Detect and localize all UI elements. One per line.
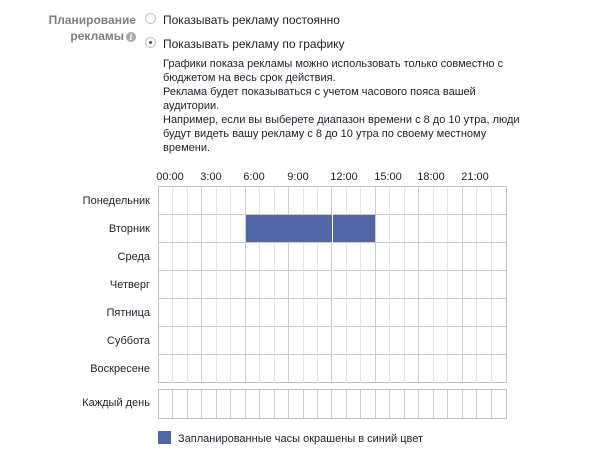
schedule-cell[interactable] <box>434 187 448 215</box>
schedule-cell[interactable] <box>304 187 318 215</box>
schedule-cell[interactable] <box>217 215 231 243</box>
radio-always-label[interactable]: Показывать рекламу постоянно <box>163 13 340 27</box>
schedule-cell[interactable] <box>217 187 231 215</box>
schedule-cell[interactable] <box>333 215 347 243</box>
schedule-cell[interactable] <box>289 355 303 383</box>
schedule-cell[interactable] <box>217 243 231 271</box>
schedule-cell[interactable] <box>318 243 332 271</box>
hour-label: 3:00 <box>200 171 222 183</box>
schedule-cell[interactable] <box>188 187 202 215</box>
schedule-cell[interactable] <box>246 215 260 243</box>
schedule-cell[interactable] <box>173 299 187 327</box>
schedule-cell[interactable] <box>448 355 462 383</box>
every-day-cell[interactable] <box>333 390 347 418</box>
hour-label: 12:00 <box>330 171 358 183</box>
schedule-cell[interactable] <box>477 327 491 355</box>
schedule-cell[interactable] <box>361 299 375 327</box>
schedule-cell[interactable] <box>304 271 318 299</box>
schedule-cell[interactable] <box>347 327 361 355</box>
hour-label: 18:00 <box>417 171 445 183</box>
legend-swatch <box>158 431 171 444</box>
schedule-cell[interactable] <box>434 299 448 327</box>
schedule-cell[interactable] <box>159 327 173 355</box>
schedule-cell[interactable] <box>448 243 462 271</box>
schedule-cell[interactable] <box>275 187 289 215</box>
hour-label: 6:00 <box>243 171 265 183</box>
schedule-cell[interactable] <box>188 355 202 383</box>
schedule-cell[interactable] <box>405 215 419 243</box>
schedule-cell[interactable] <box>173 243 187 271</box>
schedule-cell[interactable] <box>231 215 245 243</box>
schedule-cell[interactable] <box>376 355 390 383</box>
schedule-cell[interactable] <box>289 299 303 327</box>
schedule-cell[interactable] <box>246 271 260 299</box>
schedule-cell[interactable] <box>405 299 419 327</box>
schedule-cell[interactable] <box>463 327 477 355</box>
schedule-cell[interactable] <box>419 299 433 327</box>
schedule-cell[interactable] <box>492 327 506 355</box>
schedule-cell[interactable] <box>347 187 361 215</box>
schedule-cell[interactable] <box>202 187 216 215</box>
section-label-line1: Планирование <box>48 13 136 27</box>
section-label <box>20 12 136 44</box>
schedule-cell[interactable] <box>188 327 202 355</box>
schedule-cell[interactable] <box>390 243 404 271</box>
schedule-cell[interactable] <box>304 327 318 355</box>
radio-schedule-label[interactable]: Показывать рекламу по графику <box>163 37 345 51</box>
every-day-cell[interactable] <box>361 390 375 418</box>
schedule-cell[interactable] <box>419 243 433 271</box>
schedule-cell[interactable] <box>405 327 419 355</box>
schedule-cell[interactable] <box>376 243 390 271</box>
schedule-cell[interactable] <box>419 355 433 383</box>
schedule-cell[interactable] <box>202 215 216 243</box>
every-day-cell[interactable] <box>434 390 448 418</box>
schedule-cell[interactable] <box>477 355 491 383</box>
schedule-cell[interactable] <box>260 271 274 299</box>
schedule-cell[interactable] <box>434 215 448 243</box>
schedule-cell[interactable] <box>318 327 332 355</box>
schedule-cell[interactable] <box>173 327 187 355</box>
schedule-cell[interactable] <box>159 271 173 299</box>
info-icon[interactable]: i <box>126 32 136 42</box>
schedule-cell[interactable] <box>260 187 274 215</box>
schedule-cell[interactable] <box>419 271 433 299</box>
schedule-cell[interactable] <box>231 243 245 271</box>
schedule-cell[interactable] <box>318 215 332 243</box>
schedule-cell[interactable] <box>202 299 216 327</box>
every-day-cell[interactable] <box>405 390 419 418</box>
schedule-cell[interactable] <box>246 187 260 215</box>
schedule-cell[interactable] <box>231 271 245 299</box>
schedule-cell[interactable] <box>492 187 506 215</box>
schedule-cell[interactable] <box>260 215 274 243</box>
schedule-cell[interactable] <box>405 243 419 271</box>
schedule-cell[interactable] <box>361 243 375 271</box>
schedule-cell[interactable] <box>260 355 274 383</box>
schedule-cell[interactable] <box>376 271 390 299</box>
radio-always-button[interactable] <box>145 13 156 24</box>
schedule-cell[interactable] <box>376 215 390 243</box>
schedule-cell[interactable] <box>390 299 404 327</box>
schedule-cell[interactable] <box>188 299 202 327</box>
every-day-cell[interactable] <box>202 390 216 418</box>
schedule-cell[interactable] <box>434 243 448 271</box>
schedule-cell[interactable] <box>173 355 187 383</box>
schedule-cell[interactable] <box>347 271 361 299</box>
help-paragraph-2: Реклама будет показываться с учетом часового пояса вашей аудитории. <box>163 86 476 112</box>
schedule-cell[interactable] <box>231 327 245 355</box>
schedule-cell[interactable] <box>434 271 448 299</box>
legend-text: Запланированные часы окрашены в синий цвет <box>178 433 424 445</box>
schedule-cell[interactable] <box>231 187 245 215</box>
schedule-cell[interactable] <box>318 355 332 383</box>
schedule-cell[interactable] <box>376 299 390 327</box>
schedule-cell[interactable] <box>173 215 187 243</box>
section-label-line2: рекламы <box>70 29 124 43</box>
schedule-cell[interactable] <box>361 271 375 299</box>
hour-label: 15:00 <box>374 171 402 183</box>
schedule-cell[interactable] <box>289 215 303 243</box>
schedule-cell[interactable] <box>173 187 187 215</box>
schedule-cell[interactable] <box>419 215 433 243</box>
schedule-cell[interactable] <box>448 187 462 215</box>
every-day-cell[interactable] <box>376 390 390 418</box>
schedule-cell[interactable] <box>275 299 289 327</box>
schedule-cell[interactable] <box>217 271 231 299</box>
schedule-cell[interactable] <box>275 327 289 355</box>
schedule-cell[interactable] <box>246 355 260 383</box>
schedule-cell[interactable] <box>463 271 477 299</box>
schedule-cell[interactable] <box>390 327 404 355</box>
day-label: Понедельник <box>82 195 150 207</box>
every-day-cell[interactable] <box>289 390 303 418</box>
schedule-cell[interactable] <box>333 299 347 327</box>
schedule-cell[interactable] <box>217 327 231 355</box>
schedule-cell[interactable] <box>289 327 303 355</box>
schedule-cell[interactable] <box>361 187 375 215</box>
day-label: Воскресене <box>90 363 150 375</box>
schedule-cell[interactable] <box>318 187 332 215</box>
schedule-cell[interactable] <box>347 355 361 383</box>
schedule-cell[interactable] <box>390 215 404 243</box>
schedule-cell[interactable] <box>260 327 274 355</box>
help-paragraph-3: Например, если вы выберете диапазон времени с 8 до 10 утра, люди будут видеть вашу рекламу с 8 до 10 утра по своему местному времени. <box>163 114 520 154</box>
every-day-cell[interactable] <box>275 390 289 418</box>
schedule-cell[interactable] <box>333 355 347 383</box>
schedule-cell[interactable] <box>246 327 260 355</box>
schedule-cell[interactable] <box>492 271 506 299</box>
schedule-cell[interactable] <box>448 327 462 355</box>
schedule-cell[interactable] <box>347 215 361 243</box>
schedule-cell[interactable] <box>463 355 477 383</box>
schedule-cell[interactable] <box>390 355 404 383</box>
schedule-cell[interactable] <box>333 327 347 355</box>
schedule-cell[interactable] <box>492 299 506 327</box>
schedule-cell[interactable] <box>333 271 347 299</box>
schedule-cell[interactable] <box>159 187 173 215</box>
every-day-cell[interactable] <box>246 390 260 418</box>
schedule-cell[interactable] <box>361 355 375 383</box>
every-day-cell[interactable] <box>419 390 433 418</box>
schedule-cell[interactable] <box>492 243 506 271</box>
every-day-row[interactable] <box>158 389 507 419</box>
every-day-cell[interactable] <box>463 390 477 418</box>
schedule-cell[interactable] <box>260 243 274 271</box>
schedule-cell[interactable] <box>492 355 506 383</box>
schedule-cell[interactable] <box>275 355 289 383</box>
schedule-cell[interactable] <box>304 243 318 271</box>
schedule-cell[interactable] <box>361 327 375 355</box>
schedule-cell[interactable] <box>217 299 231 327</box>
schedule-cell[interactable] <box>275 243 289 271</box>
schedule-cell[interactable] <box>448 271 462 299</box>
schedule-cell[interactable] <box>463 187 477 215</box>
schedule-cell[interactable] <box>390 271 404 299</box>
day-label: Пятница <box>106 307 150 319</box>
every-day-cell[interactable] <box>477 390 491 418</box>
every-day-cell[interactable] <box>318 390 332 418</box>
hour-label: 21:00 <box>461 171 489 183</box>
schedule-cell[interactable] <box>202 327 216 355</box>
schedule-cell[interactable] <box>231 355 245 383</box>
radio-schedule-button[interactable] <box>145 37 156 48</box>
schedule-cell[interactable] <box>202 355 216 383</box>
schedule-cell[interactable] <box>347 299 361 327</box>
schedule-cell[interactable] <box>275 271 289 299</box>
schedule-cell[interactable] <box>188 243 202 271</box>
schedule-cell[interactable] <box>477 243 491 271</box>
schedule-cell[interactable] <box>333 187 347 215</box>
schedule-cell[interactable] <box>202 243 216 271</box>
schedule-cell[interactable] <box>419 187 433 215</box>
schedule-cell[interactable] <box>289 271 303 299</box>
schedule-cell[interactable] <box>246 299 260 327</box>
schedule-cell[interactable] <box>463 299 477 327</box>
schedule-cell[interactable] <box>289 187 303 215</box>
day-label: Вторник <box>108 223 150 235</box>
schedule-cell[interactable] <box>304 215 318 243</box>
schedule-cell[interactable] <box>463 243 477 271</box>
schedule-grid[interactable] <box>158 186 507 383</box>
schedule-cell[interactable] <box>376 187 390 215</box>
every-day-label: Каждый день <box>82 397 150 409</box>
schedule-cell[interactable] <box>318 299 332 327</box>
schedule-cell[interactable] <box>376 327 390 355</box>
schedule-cell[interactable] <box>448 299 462 327</box>
schedule-cell[interactable] <box>304 299 318 327</box>
schedule-cell[interactable] <box>477 187 491 215</box>
schedule-cell[interactable] <box>159 355 173 383</box>
schedule-cell[interactable] <box>361 215 375 243</box>
schedule-cell[interactable] <box>246 243 260 271</box>
every-day-cell[interactable] <box>260 390 274 418</box>
schedule-cell[interactable] <box>159 243 173 271</box>
schedule-cell[interactable] <box>390 187 404 215</box>
schedule-cell[interactable] <box>318 271 332 299</box>
schedule-cell[interactable] <box>405 271 419 299</box>
every-day-cell[interactable] <box>231 390 245 418</box>
schedule-cell[interactable] <box>492 215 506 243</box>
legend <box>158 431 423 445</box>
every-day-cell[interactable] <box>492 390 506 418</box>
schedule-cell[interactable] <box>260 299 274 327</box>
schedule-cell[interactable] <box>333 243 347 271</box>
schedule-cell[interactable] <box>289 243 303 271</box>
schedule-cell[interactable] <box>405 187 419 215</box>
schedule-cell[interactable] <box>477 271 491 299</box>
schedule-cell[interactable] <box>188 271 202 299</box>
schedule-cell[interactable] <box>159 299 173 327</box>
day-label: Суббота <box>106 335 150 347</box>
day-label: Среда <box>117 251 150 263</box>
schedule-cell[interactable] <box>347 243 361 271</box>
every-day-cell[interactable] <box>390 390 404 418</box>
schedule-cell[interactable] <box>188 215 202 243</box>
hour-label: 9:00 <box>287 171 309 183</box>
every-day-cell[interactable] <box>304 390 318 418</box>
hour-label: 00:00 <box>156 171 184 183</box>
every-day-cell[interactable] <box>173 390 187 418</box>
schedule-cell[interactable] <box>419 327 433 355</box>
schedule-cell[interactable] <box>434 327 448 355</box>
schedule-cell[interactable] <box>463 215 477 243</box>
day-label: Четверг <box>109 279 150 291</box>
schedule-cell[interactable] <box>159 215 173 243</box>
help-paragraph-1: Графики показа рекламы можно использовать только совместно с бюджетом на весь срок действия. <box>163 58 504 84</box>
schedule-cell[interactable] <box>477 299 491 327</box>
every-day-cell[interactable] <box>217 390 231 418</box>
every-day-cell[interactable] <box>188 390 202 418</box>
schedule-cell[interactable] <box>448 215 462 243</box>
schedule-cell[interactable] <box>217 355 231 383</box>
every-day-cell[interactable] <box>159 390 173 418</box>
every-day-cell[interactable] <box>448 390 462 418</box>
schedule-cell[interactable] <box>477 215 491 243</box>
help-text <box>163 57 523 155</box>
schedule-cell[interactable] <box>173 271 187 299</box>
schedule-cell[interactable] <box>304 355 318 383</box>
schedule-cell[interactable] <box>202 271 216 299</box>
every-day-cell[interactable] <box>347 390 361 418</box>
schedule-cell[interactable] <box>405 355 419 383</box>
schedule-cell[interactable] <box>231 299 245 327</box>
schedule-cell[interactable] <box>275 215 289 243</box>
schedule-cell[interactable] <box>434 355 448 383</box>
